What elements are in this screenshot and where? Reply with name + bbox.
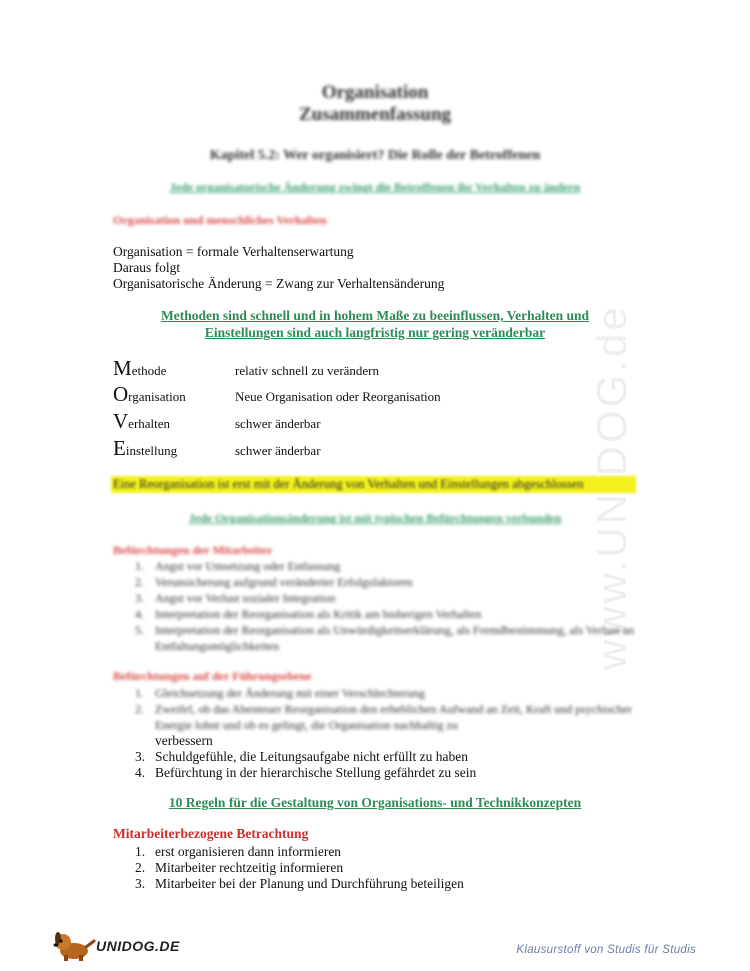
- move-row-organisation: [113, 381, 613, 405]
- move-term: Verhalten: [113, 409, 171, 433]
- move-description: relativ schnell zu verändern: [235, 363, 380, 378]
- highlighted-statement: Eine Reorganisation ist erst mit der Änderung von Verhalten und Einstellungen abgeschlossen: [113, 477, 584, 491]
- move-description: Neue Organisation oder Reorganisation: [235, 389, 441, 404]
- methods-line-2: Einstellungen sind auch langfristig nur gering veränderbar: [204, 325, 546, 340]
- list-item: 4. Interpretation der Reorganisation als Kritik am bisherigen Verhalten: [135, 607, 482, 621]
- dog-icon: [52, 929, 96, 961]
- list-item: 1. Angst vor Umsetzung oder Entlassung: [135, 559, 341, 573]
- chapter-heading: Kapitel 5.2: Wer organisiert? Die Rolle der Betroffenen: [209, 148, 541, 163]
- fears-management-list: [135, 685, 635, 733]
- move-term: Methode: [113, 356, 167, 380]
- fears-employees-list: [135, 558, 635, 654]
- unidog-logo: [52, 929, 180, 961]
- list-item: 1. Gleichsetzung der Änderung mit einer Verschlechterung: [135, 686, 426, 700]
- methods-line-1: Methoden sind schnell und in hohem Maße zu beeinflussen, Verhalten und: [161, 308, 589, 323]
- move-description: schwer änderbar: [235, 416, 321, 431]
- section-heading-organisation-verhalten: Organisation und menschliches Verhalten: [113, 213, 327, 227]
- text-line: Daraus folgt: [113, 260, 181, 275]
- text-line: Organisation = formale Verhaltenserwartung: [113, 244, 354, 259]
- move-row-verhalten: [113, 408, 613, 432]
- section-heading-mitarbeiterbezogen: Mitarbeiterbezogene Betrachtung: [113, 826, 309, 841]
- title-line-2: Zusammenfassung: [298, 104, 452, 125]
- move-description: schwer änderbar: [235, 443, 321, 458]
- intro-statement: Jede organisatorische Änderung zwingt die Betroffenen ihr Verhalten zu ändern: [169, 180, 581, 194]
- rules-heading: 10 Regeln für die Gestaltung von Organisations- und Technikkonzepten: [168, 795, 582, 810]
- text-line: Organisatorische Änderung = Zwang zur Verhaltensänderung: [113, 276, 445, 291]
- list-item: 2. Verunsicherung aufgrund veränderter Erfolgsfaktoren: [135, 575, 413, 589]
- logo-text: UNIDOG.DE: [96, 938, 180, 954]
- title-line-1: Organisation: [321, 82, 429, 103]
- page-title: [0, 82, 750, 126]
- fears-statement: Jede Organisationsänderung ist mit typischen Befürchtungen verbunden: [188, 511, 562, 525]
- fears-management-list-continued: [135, 733, 635, 781]
- move-row-methode: [113, 355, 613, 379]
- move-term: Einstellung: [113, 436, 178, 460]
- footer-tagline: Klausurstoff von Studis für Studis: [516, 944, 696, 956]
- move-term: Organisation: [113, 382, 186, 406]
- move-row-einstellung: [113, 435, 613, 459]
- list-item: 1. erst organisieren dann informieren: [135, 844, 342, 859]
- section-heading-mitarbeiter: Befürchtungen der Mitarbeiter: [113, 543, 273, 557]
- rules-list: [135, 844, 635, 892]
- section-heading-fuehrungsebene: Befürchtungen auf der Führungsebene: [113, 669, 312, 683]
- list-item: 5. Interpretation der Reorganisation als Unwürdigkeitserklärung, als Fremdbestimmung, als Verlust an Entfaltungsmöglichkeiten: [135, 623, 635, 653]
- list-item: 3. Angst vor Verlust sozialer Integration: [135, 591, 336, 605]
- list-item-continuation: verbessern: [155, 733, 213, 748]
- list-item: 3. Mitarbeiter bei der Planung und Durchführung beteiligen: [135, 876, 464, 891]
- methods-statement: [0, 307, 750, 341]
- list-item: 4. Befürchtung in der hierarchische Stellung gefährdet zu sein: [135, 765, 477, 780]
- list-item: 3. Schuldgefühle, die Leitungsaufgabe nicht erfüllt zu haben: [135, 749, 469, 764]
- list-item: 2. Zweifel, ob das Abenteuer Reorganisation den erheblichen Aufwand an Zeit, Kraft und psychischer Energie lohnt und ob es gelingt, die Organisation nachhaltig zu: [135, 702, 632, 732]
- list-item: 2. Mitarbeiter rechtzeitig informieren: [135, 860, 344, 875]
